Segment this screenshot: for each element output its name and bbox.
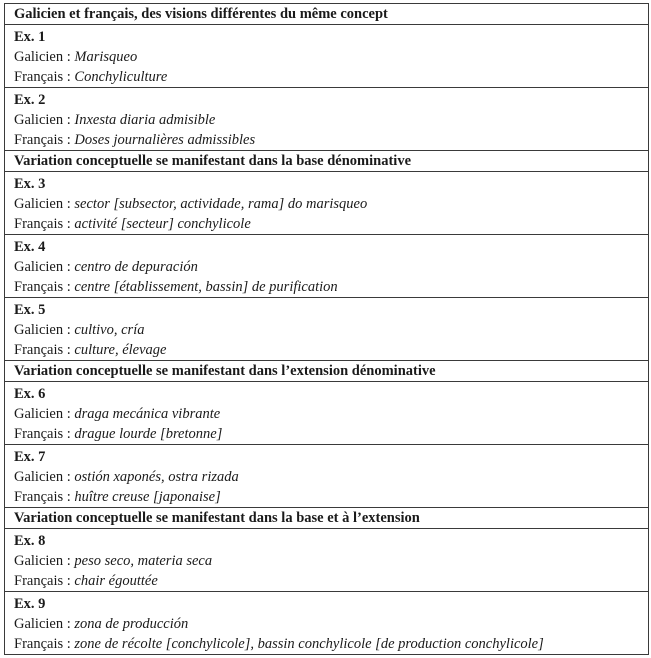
french-language-label: Français : <box>14 573 75 589</box>
french-line <box>14 634 648 654</box>
galician-term: ostión xaponés, ostra rizada <box>74 469 239 485</box>
galician-language-label: Galicien : <box>14 553 75 569</box>
example-cell <box>5 88 649 151</box>
galician-line <box>14 614 648 634</box>
french-language-label: Français : <box>14 216 75 232</box>
french-line <box>14 277 648 297</box>
section-header-row <box>5 4 649 25</box>
example-cell <box>5 382 649 445</box>
french-term: zone de récolte [conchylicole], bassin conchylicole [de production conchylicole] <box>74 636 544 652</box>
example-cell <box>5 298 649 361</box>
galician-term: Marisqueo <box>74 49 138 65</box>
galician-language-label: Galicien : <box>14 112 75 128</box>
french-language-label: Français : <box>14 489 75 505</box>
french-language-label: Français : <box>14 132 75 148</box>
french-line <box>14 130 648 150</box>
example-label: Ex. 4 <box>14 239 46 255</box>
galician-language-label: Galicien : <box>14 406 75 422</box>
section-header-row <box>5 508 649 529</box>
example-row <box>5 592 649 655</box>
example-label: Ex. 3 <box>14 176 46 192</box>
french-line <box>14 487 648 507</box>
galician-term: cultivo, cría <box>74 322 145 338</box>
section-header-row <box>5 151 649 172</box>
french-line <box>14 214 648 234</box>
galician-line <box>14 194 648 214</box>
example-row <box>5 88 649 151</box>
example-label: Ex. 5 <box>14 302 46 318</box>
terminology-table <box>4 3 649 655</box>
galician-line <box>14 404 648 424</box>
galician-term: draga mecánica vibrante <box>74 406 221 422</box>
galician-term: Inxesta diaria admisible <box>74 112 216 128</box>
galician-line <box>14 47 648 67</box>
example-row <box>5 235 649 298</box>
french-line <box>14 340 648 360</box>
example-cell <box>5 529 649 592</box>
galician-line <box>14 257 648 277</box>
galician-language-label: Galicien : <box>14 259 75 275</box>
french-line <box>14 571 648 591</box>
section-header: Variation conceptuelle se manifestant dans l’extension dénominative <box>5 361 649 382</box>
galician-term: peso seco, materia seca <box>74 553 213 569</box>
french-term: Doses journalières admissibles <box>74 132 256 148</box>
galician-line <box>14 467 648 487</box>
galician-line <box>14 320 648 340</box>
french-language-label: Français : <box>14 69 75 85</box>
example-label: Ex. 6 <box>14 386 46 402</box>
example-cell <box>5 445 649 508</box>
french-term: activité [secteur] conchylicole <box>74 216 251 232</box>
french-line <box>14 67 648 87</box>
galician-language-label: Galicien : <box>14 616 75 632</box>
example-label: Ex. 9 <box>14 596 46 612</box>
section-header: Variation conceptuelle se manifestant dans la base et à l’extension <box>5 508 649 529</box>
example-label: Ex. 2 <box>14 92 46 108</box>
galician-language-label: Galicien : <box>14 49 75 65</box>
galician-language-label: Galicien : <box>14 469 75 485</box>
table-body <box>5 4 649 655</box>
example-cell <box>5 235 649 298</box>
example-row <box>5 445 649 508</box>
section-header: Variation conceptuelle se manifestant dans la base dénominative <box>5 151 649 172</box>
example-row <box>5 298 649 361</box>
french-term: drague lourde [bretonne] <box>74 426 223 442</box>
example-row <box>5 25 649 88</box>
french-language-label: Français : <box>14 636 75 652</box>
french-language-label: Français : <box>14 279 75 295</box>
french-term: chair égouttée <box>74 573 158 589</box>
french-term: centre [établissement, bassin] de purification <box>74 279 338 295</box>
example-label: Ex. 8 <box>14 533 46 549</box>
example-label: Ex. 7 <box>14 449 46 465</box>
section-header-row <box>5 361 649 382</box>
example-row <box>5 529 649 592</box>
galician-language-label: Galicien : <box>14 196 75 212</box>
section-header: Galicien et français, des visions différentes du même concept <box>5 4 649 25</box>
example-label: Ex. 1 <box>14 29 46 45</box>
french-term: culture, élevage <box>74 342 167 358</box>
french-language-label: Français : <box>14 342 75 358</box>
galician-language-label: Galicien : <box>14 322 75 338</box>
french-line <box>14 424 648 444</box>
galician-term: zona de producción <box>74 616 189 632</box>
example-row <box>5 382 649 445</box>
galician-line <box>14 551 648 571</box>
french-language-label: Français : <box>14 426 75 442</box>
example-cell <box>5 172 649 235</box>
french-term: Conchyliculture <box>74 69 168 85</box>
example-row <box>5 172 649 235</box>
galician-term: centro de depuración <box>74 259 198 275</box>
french-term: huître creuse [japonaise] <box>74 489 221 505</box>
galician-term: sector [subsector, actividade, rama] do marisqueo <box>74 196 368 212</box>
example-cell <box>5 25 649 88</box>
galician-line <box>14 110 648 130</box>
example-cell <box>5 592 649 655</box>
